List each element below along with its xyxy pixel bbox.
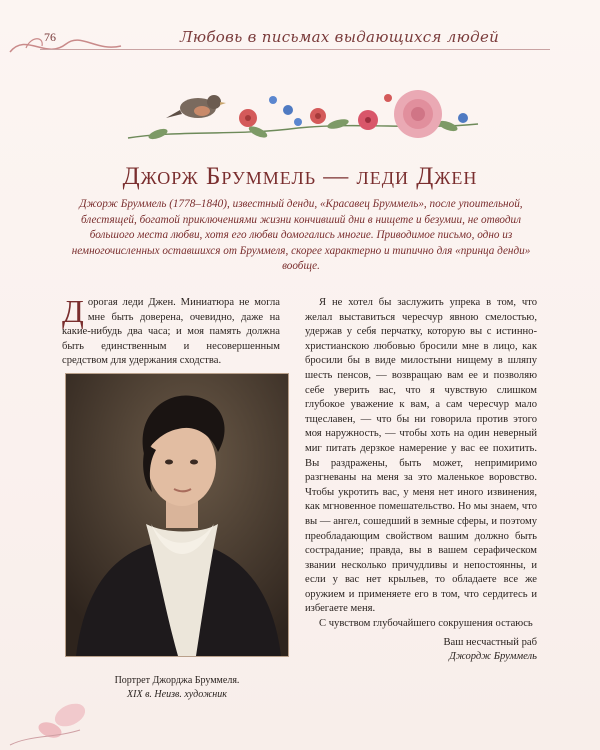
floral-bird-ornament-icon bbox=[118, 78, 488, 158]
portrait-caption-title: Портрет Джорджа Бруммеля. bbox=[114, 675, 240, 686]
letter-signature-salutation: Ваш несчастный раб bbox=[443, 636, 537, 648]
article-intro: Джорж Бруммель (1778–1840), известный денди, «Красавец Бруммель», после упоительной, блестящей, богатой приключениями жизни кончивший дни в нищете и безумии, не отводил большого места любви, хотя его любви домогались многие. Приводимое письмо, одно из немногочисленных оставшихся от Бруммеля, скорее характерно и типично для «принца денди» вообще. bbox=[71, 198, 531, 273]
letter-opening-text: орогая леди Джен. Миниатюра не могла мне быть доверена, очевидно, даже на какие-нибудь два часа; и моя память должна быть единственным и несовершенным средством для удержания сходства. bbox=[62, 297, 280, 367]
page-number: 76 bbox=[44, 30, 56, 44]
article-title: Джорж Бруммель — леди Джен bbox=[122, 163, 478, 190]
letter-closing: С чувством глубочайшего сокрушения остаюсь bbox=[319, 618, 533, 630]
rose-petal-ornament-icon bbox=[0, 690, 110, 750]
running-title: Любовь в письмах выдающихся людей bbox=[180, 28, 500, 46]
portrait-caption-credit: XIX в. Неизв. художник bbox=[127, 689, 227, 700]
letter-right-column bbox=[305, 296, 537, 665]
letter-paragraph: Я не хотел бы заслужить упрека в том, что желал выставиться чересчур явною смелостью, удержав у себя перчатку, которую вы с истинно-христианскою любовью бросили мне в лицо, как бросили бы в виде милостыни нищему в шляпу шесть пенсов, — возвращаю вам ее и позволяю себе уверить вас, что я чувствую слишком глубокое уважение к вам, а сам чересчур мало тщеславен, — что бы ни говорила против этого моя наружность, — чтобы хоть на один неверный миг питать дерзкое намерение у вас ее похитить. Вы раздражены, быть может, непримиримо разгневаны на меня за это маленькое воровство. Чтобы укротить вас, у меня нет иного извинения, как мгновенное помешательство. Но мы знаем, что вы — ангел, сошедший в земные сферы, и поэтому преобладающим свойством вашим должно быть сострадание; правда, вы в вашем серафическом звании несколько причудливы и непостоянны, и если у вас нет крыльев, то обладаете все же оружием и применяете его в том, что сердитесь и избегаете меня. bbox=[305, 297, 537, 615]
letter-left-column bbox=[62, 293, 280, 369]
portrait-image bbox=[66, 374, 288, 656]
drop-cap: Д bbox=[62, 293, 84, 329]
ribbon-ornament-icon bbox=[6, 22, 126, 62]
page-header bbox=[0, 0, 600, 70]
portrait-painting-icon bbox=[66, 374, 288, 656]
letter-signature-name: Джордж Бруммель bbox=[449, 651, 537, 663]
header-divider bbox=[40, 49, 550, 50]
